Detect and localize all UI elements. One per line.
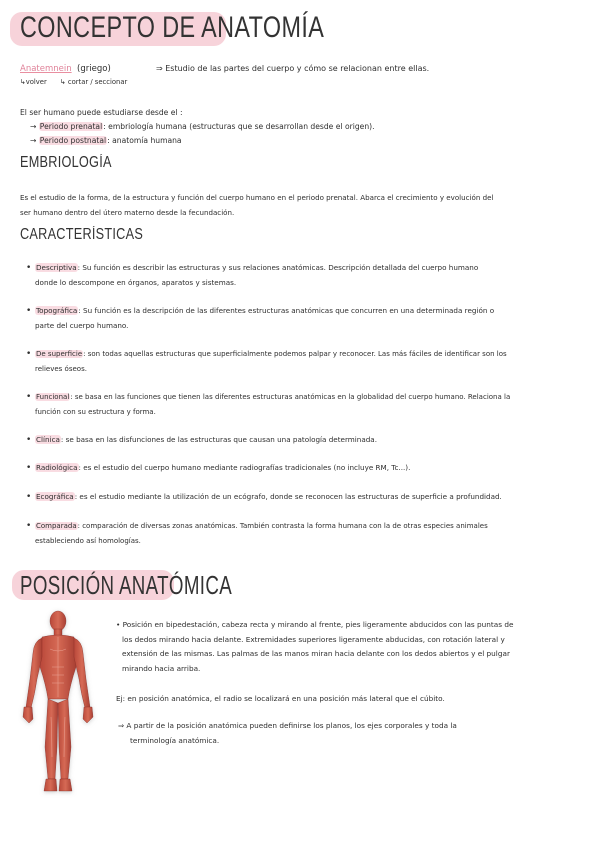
study-intro: El ser humano puede estudiarse desde el : [20, 108, 183, 117]
study-item-prenatal: → Periodo prenatal: embriología humana (estructuras que se desarrollan desde el origen). [30, 122, 375, 131]
posicion-bullet: • Posición en bipedestación, cabeza recta y mirando al frente, pies ligeramente abducidos con las puntas de los dedos mirando hacia delante. Extremidades superiores ligeramente abducidas, con rotación lateral y extensión de las mismas. Las palmas de las manos miran hacia delante con los dedos abiertos y el pulgar mirando hacia arriba. [116, 620, 514, 673]
embriologia-line-1: Es el estudio de la forma, de la estructura y función del cuerpo humano en el periodo prenatal. Abarca el crecimiento y evolución del [20, 193, 494, 202]
embriologia-line-2: ser humano dentro del útero materno desde la fecundación. [20, 208, 235, 217]
carac-item-topografica: • Topográfica: Su función es la descripción de las diferentes estructuras anatómicas que concurren en una determinada región o parte del cuerpo humano. [26, 306, 495, 330]
anatomical-figure [14, 607, 102, 803]
etymology-part2: ↳ cortar / seccionar [60, 78, 128, 86]
posicion-note: ⇒ A partir de la posición anatómica pueden definirse los planos, los ejes corporales y toda la terminología anatómica. [118, 721, 457, 745]
caracteristicas-heading: CARACTERÍSTICAS [20, 226, 144, 243]
page-title: CONCEPTO DE ANATOMÍA [20, 11, 325, 44]
etymology-lang: (griego) [77, 64, 111, 74]
carac-item-funcional: • Funcional: se basa en las funciones que tienen las diferentes estructuras anatómicas en la globalidad del cuerpo humano. Relaciona la función con su estructura y forma. [26, 392, 511, 416]
posicion-example: Ej: en posición anatómica, el radio se localizará en una posición más lateral que el cúbito. [116, 694, 445, 703]
carac-item-superficie: • De superficie: son todas aquellas estructuras que superficialmente podemos palpar y reconocer. Las más fáciles de identificar son los relieves óseos. [26, 349, 507, 373]
muscle-figure-icon [14, 607, 102, 803]
embriologia-heading: EMBRIOLOGÍA [20, 154, 112, 171]
carac-item-radiologica: • Radiológica: es el estudio del cuerpo humano mediante radiografías tradicionales (no incluye RM, Tc...). [26, 463, 411, 473]
study-item-postnatal: → Periodo postnatal: anatomía humana [30, 136, 182, 145]
etymology-term: Anatemnein [20, 64, 72, 74]
etymology-definition: ⇒ Estudio de las partes del cuerpo y cómo se relacionan entre ellas. [156, 64, 430, 73]
etymology-part1: ↳volver [20, 78, 47, 86]
carac-item-clinica: • Clínica: se basa en las disfunciones de las estructuras que causan una patología determinada. [26, 435, 377, 445]
carac-item-comparada: • Comparada: comparación de diversas zonas anatómicas. También contrasta la forma humana con la de otras especies animales estableciendo así homologías. [26, 521, 488, 545]
carac-item-descriptiva: • Descriptiva: Su función es describir las estructuras y sus relaciones anatómicas. Descripción detallada del cuerpo humano donde lo descompone en órganos, aparatos y sistemas. [26, 263, 479, 287]
etymology-arrow: ⇒ [156, 64, 163, 73]
posicion-heading: POSICIÓN ANATÓMICA [20, 570, 233, 600]
study-label-postnatal: Periodo postnatal [39, 136, 107, 145]
study-label-prenatal: Periodo prenatal [39, 122, 103, 131]
carac-item-ecografica: • Ecográfica: es el estudio mediante la utilización de un ecógrafo, donde se reconocen las estructuras de superficie a profundidad. [26, 492, 502, 502]
